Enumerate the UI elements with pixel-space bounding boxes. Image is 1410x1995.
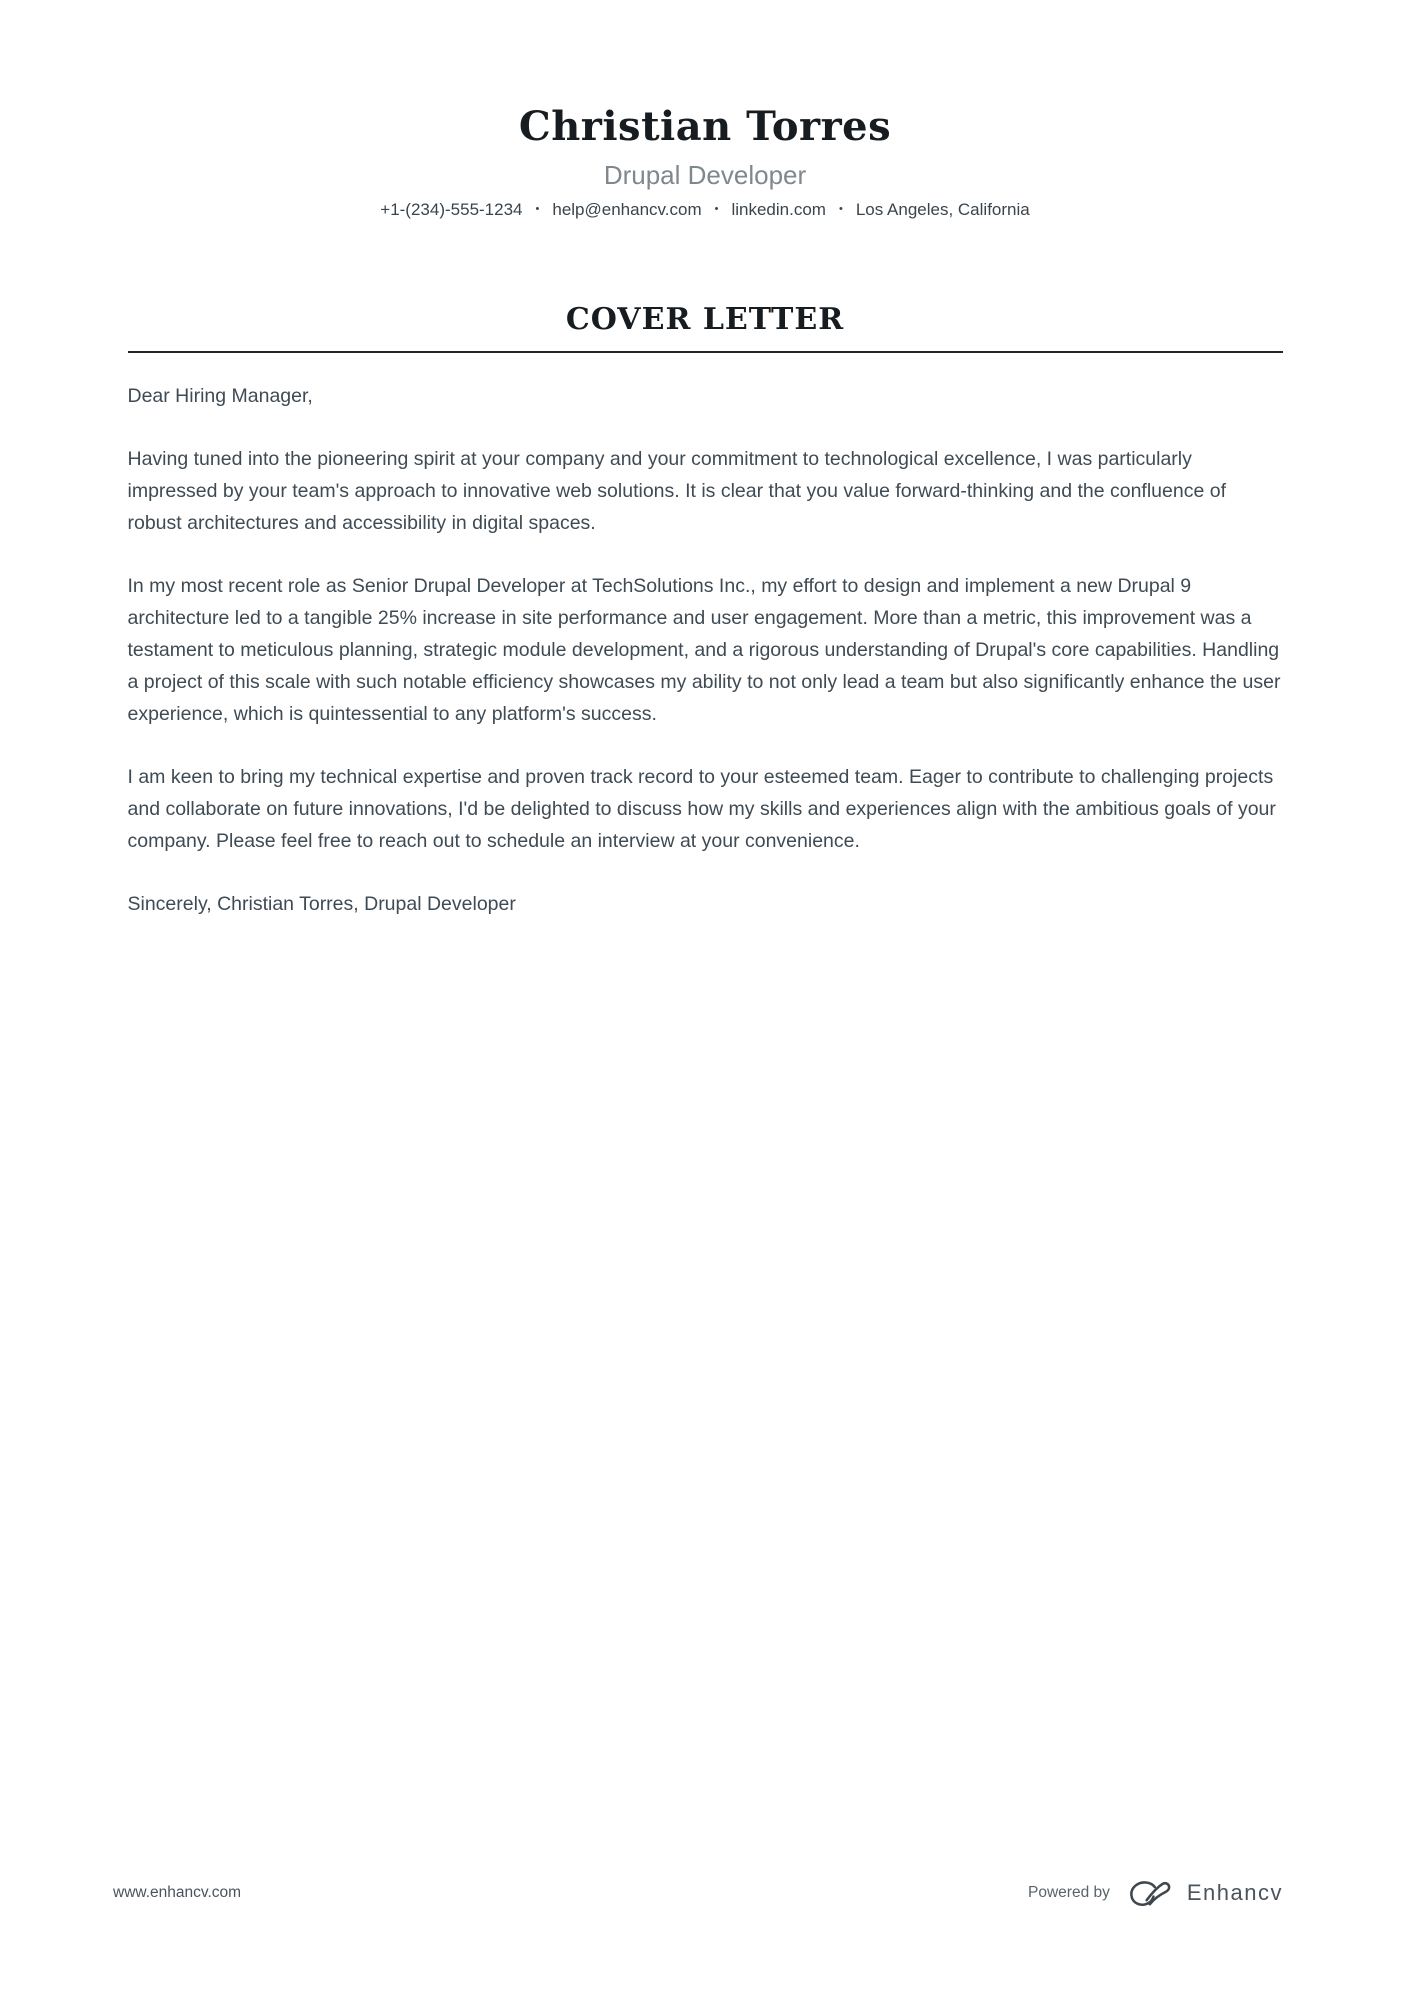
candidate-name: Christian Torres xyxy=(518,103,892,150)
job-title: Drupal Developer xyxy=(603,160,807,190)
letter-paragraph: In my most recent role as Senior Drupal Developer at TechSolutions Inc., my effort to design and implement a new Drupal 9 architecture led to a tangible 25% increase in site performance and user engagement. More than a metric, this improvement was a testament to meticulous planning, strategic module development, and a rigorous understanding of Drupal's core capabilities. Handling a project of this scale with such notable efficiency showcases my ability to not only lead a team but also significantly enhance the user experience, which is quintessential to any platform's success. xyxy=(127,575,1281,725)
linkedin-link[interactable]: linkedin.com xyxy=(731,200,826,219)
enhancv-wordmark: Enhancv xyxy=(1186,1879,1283,1905)
letter-paragraph: Having tuned into the pioneering spirit at your company and your commitment to technological excellence, I was particularly impressed by your team's approach to innovative web solutions. It is clear that you value forward-thinking and the confluence of robust architectures and accessibility in digital spaces. xyxy=(127,448,1226,534)
powered-by-label: Powered by xyxy=(1028,1883,1110,1901)
section-title: COVER LETTER xyxy=(565,302,845,337)
phone-number: +1-(234)-555-1234 xyxy=(380,200,523,219)
salutation: Dear Hiring Manager, xyxy=(127,385,313,407)
footer xyxy=(113,1878,1283,1907)
signature: Sincerely, Christian Torres, Drupal Developer xyxy=(127,893,516,915)
bullet-separator-icon: • xyxy=(535,203,540,215)
bullet-separator-icon: • xyxy=(838,203,843,215)
location-text: Los Angeles, California xyxy=(855,200,1030,219)
header xyxy=(0,0,1410,220)
bullet-separator-icon: • xyxy=(714,203,719,215)
cover-letter-section xyxy=(128,302,1283,920)
contact-line xyxy=(0,199,1410,220)
email-link[interactable]: help@enhancv.com xyxy=(552,200,702,219)
letter-body xyxy=(128,380,1283,920)
powered-by-enhancv-link[interactable] xyxy=(1028,1878,1283,1907)
letter-paragraph: I am keen to bring my technical expertise and proven track record to your esteemed team. Eager to contribute to challenging projects and collaborate on future innovations, I'd be delighted to discuss how my skills and experiences align with the ambitious goals of your company. Please feel free to reach out to schedule an interview at your convenience. xyxy=(127,766,1276,852)
website-link[interactable]: www.enhancv.com xyxy=(113,1883,242,1901)
enhancv-logo-icon xyxy=(1125,1878,1172,1907)
section-divider xyxy=(128,351,1283,353)
